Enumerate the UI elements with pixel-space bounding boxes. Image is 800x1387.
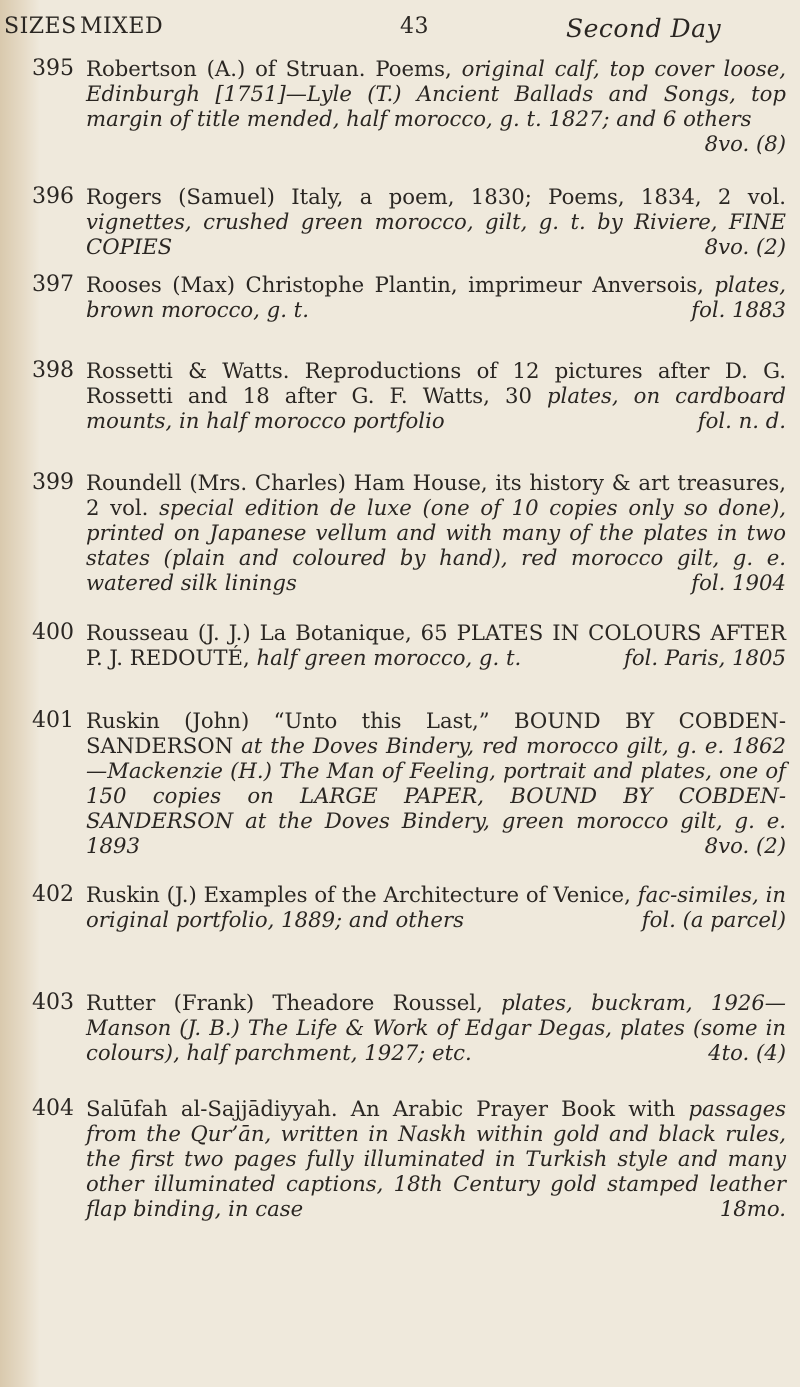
lot-description: [86, 990, 786, 1065]
lot-number: 401: [32, 708, 74, 733]
lot-lead: Rutter (Frank) Theadore Roussel,: [86, 990, 502, 1015]
lot-lead: Rooses (Max) Christophe Plantin, imprimeur Anversois,: [86, 272, 715, 297]
lot-body: plates, brown morocco, g. t.: [86, 272, 786, 322]
lot-number: 400: [32, 620, 74, 645]
lot-lead: Ruskin (J.) Examples of the Architecture of Venice,: [86, 882, 638, 907]
lot-description: [86, 1096, 786, 1221]
lot-size: 8vo. (2): [704, 833, 786, 858]
lot-lead: Rossetti & Watts. Reproductions of 12 pictures after D. G. Rossetti and 18 after G. F. Watts, 30: [86, 358, 786, 408]
lot-size: fol. n. d.: [697, 408, 786, 433]
lot-number: 399: [32, 470, 74, 495]
lot-number: 395: [32, 56, 74, 81]
lot-description: [86, 620, 786, 670]
lot-body: half green morocco, g. t.: [256, 645, 522, 670]
lot-lead: Salūfah al-Sajjādiyyah. An Arabic Prayer Book with: [86, 1096, 689, 1121]
lot-description: [86, 184, 786, 259]
lot-size: fol. 1904: [691, 570, 786, 595]
lot-size: 18mo.: [719, 1196, 786, 1221]
lot-description: [86, 708, 786, 858]
lot-lead: Rousseau (J. J.) La Botanique, 65 PLATES IN COLOURS AFTER P. J. REDOUTÉ,: [86, 620, 786, 670]
lot-size: 8vo. (8): [704, 131, 786, 156]
lot-body: at the Doves Bindery, red morocco gilt, g. e. 1862—Mackenzie (H.) The Man of Feeling, portrait and plates, one of 150 copies on LARGE PAPER, BOUND BY COBDEN-SANDERSON at the Doves Bindery, green morocco gilt, g. e. 1893: [86, 733, 787, 858]
lot-body: original calf, top cover loose, Edinburgh [1751]—Lyle (T.) Ancient Ballads and Songs, top margin of title mended, half morocco, g. t. 1827; and 6 others: [86, 56, 786, 131]
running-header: [0, 6, 800, 46]
lot-body: fac-similes, in original portfolio, 1889; and others: [86, 882, 786, 932]
header-left: SIZES: [4, 14, 77, 39]
lot-lead: Robertson (A.) of Struan. Poems,: [86, 56, 462, 81]
lot-description: [86, 358, 786, 433]
lot-lead: Ruskin (John) “Unto this Last,” BOUND BY COBDEN-SANDERSON: [86, 708, 786, 758]
lot-size: fol. (a parcel): [641, 907, 786, 932]
page-number: 43: [400, 14, 429, 39]
lot-number: 402: [32, 882, 74, 907]
lot-body: vignettes, crushed green morocco, gilt, g. t. by Riviere, FINE COPIES: [86, 209, 786, 259]
lot-size: 4to. (4): [708, 1040, 786, 1065]
lot-description: [86, 470, 786, 595]
lot-number: 396: [32, 184, 74, 209]
lot-description: [86, 272, 786, 322]
header-section: MIXED: [80, 14, 164, 39]
lot-lead: Roundell (Mrs. Charles) Ham House, its history & art treasures, 2 vol.: [86, 470, 786, 520]
lot-size: 8vo. (2): [704, 234, 786, 259]
lot-description: [86, 56, 786, 156]
lot-lead: Rogers (Samuel) Italy, a poem, 1830; Poems, 1834, 2 vol.: [86, 184, 786, 209]
lot-number: 403: [32, 990, 74, 1015]
lot-size: fol. 1883: [691, 297, 786, 322]
header-right: Second Day: [566, 14, 722, 43]
lot-body: special edition de luxe (one of 10 copies only so done), printed on Japanese vellum and with many of the plates in two states (plain and coloured by hand), red morocco gilt, g. e. watered silk linings: [86, 495, 786, 595]
lot-body: plates, on cardboard mounts, in half morocco portfolio: [86, 383, 786, 433]
lot-number: 398: [32, 358, 74, 383]
lot-body: passages from the Qur’ān, written in Naskh within gold and black rules, the first two pages fully illuminated in Turkish style and many other illuminated captions, 18th Century gold stamped leather flap binding, in case: [86, 1096, 786, 1221]
lot-description: [86, 882, 786, 932]
lot-number: 404: [32, 1096, 74, 1121]
lot-body: plates, buckram, 1926—Manson (J. B.) The Life & Work of Edgar Degas, plates (some in colours), half parchment, 1927; etc.: [86, 990, 786, 1065]
lot-size: fol. Paris, 1805: [624, 645, 786, 670]
lot-number: 397: [32, 272, 74, 297]
